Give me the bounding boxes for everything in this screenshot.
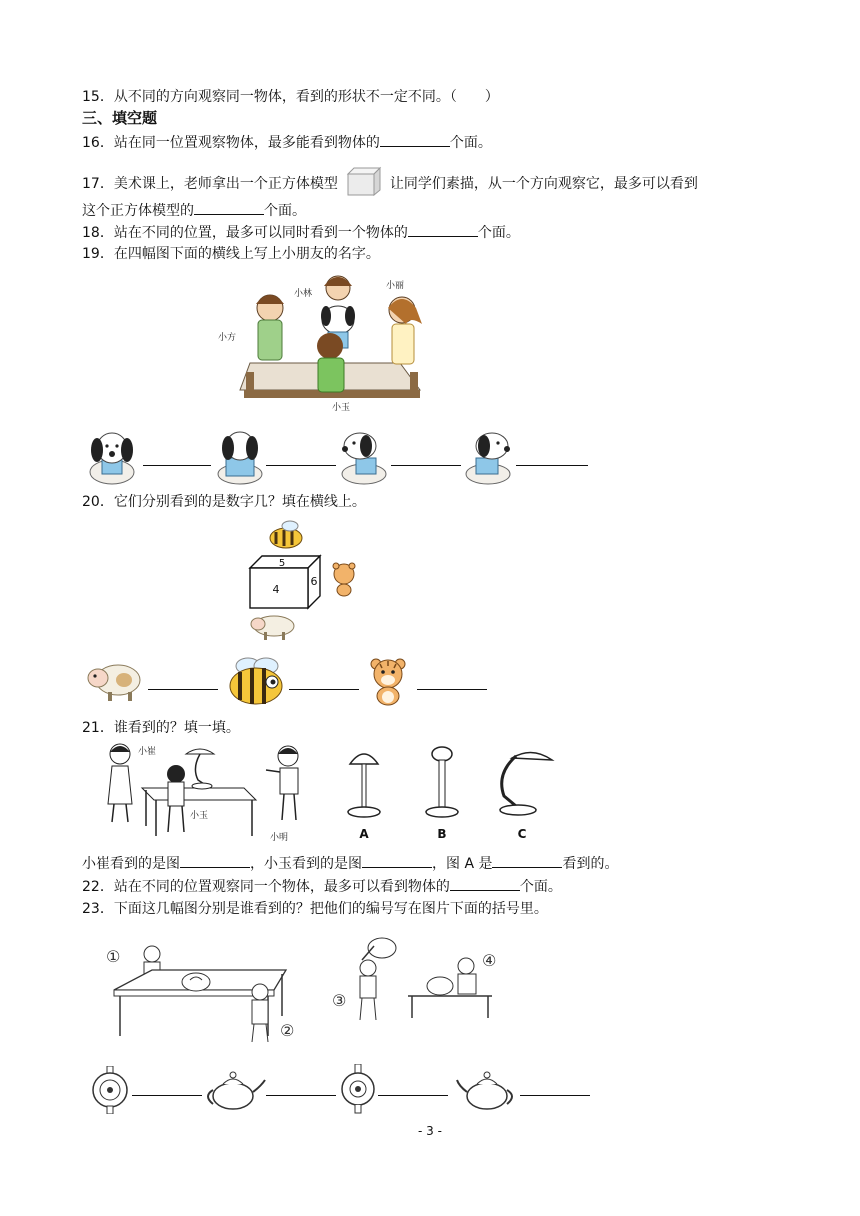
teapot-side-view-2 bbox=[455, 1064, 519, 1112]
lamp-option-c bbox=[492, 744, 556, 844]
answer-blank[interactable] bbox=[266, 465, 336, 466]
answer-blank[interactable] bbox=[362, 853, 432, 868]
question-21-answers: 小崔看到的是图 ，小玉看到的是图 ，图 A 是 看到的。 bbox=[82, 853, 618, 874]
question-17: 17．美术课上，老师拿出一个正方体模型 让同学们素描，从一个方向观察它，最多可以看到 bbox=[82, 166, 698, 202]
answer-blank[interactable] bbox=[516, 465, 588, 466]
label-xiaolin: 小林 bbox=[294, 289, 313, 299]
question-19: 19．在四幅图下面的横线上写上小朋友的名字。 bbox=[82, 246, 380, 262]
teapot-side-view-1 bbox=[203, 1066, 267, 1112]
answer-blank[interactable] bbox=[492, 853, 562, 868]
kids-and-lamp-illustration bbox=[100, 740, 320, 845]
label-xiaoming: 小明 bbox=[270, 833, 289, 843]
answer-blank[interactable] bbox=[266, 1095, 336, 1096]
kids-around-table-illustration bbox=[210, 268, 450, 416]
marker-2: ② bbox=[280, 1021, 295, 1040]
teapot-top-view-2 bbox=[338, 1064, 378, 1114]
answer-blank[interactable] bbox=[450, 876, 520, 891]
puppy-back-view bbox=[214, 428, 266, 486]
cube-front-number: 4 bbox=[272, 583, 280, 596]
teapot-top-view-1 bbox=[88, 1066, 132, 1114]
cube-model-image bbox=[346, 166, 382, 202]
answer-blank[interactable] bbox=[148, 689, 218, 690]
label-xiaoyu: 小玉 bbox=[332, 403, 351, 413]
lamp-option-a bbox=[344, 744, 384, 844]
section-title: 三、填空题 bbox=[82, 109, 158, 127]
label-xiaoyu-21: 小玉 bbox=[190, 811, 209, 821]
bee-image bbox=[226, 654, 286, 706]
question-21: 21．谁看到的？填一填。 bbox=[82, 720, 240, 736]
question-23: 23．下面这几幅图分别是谁看到的？把他们的编号写在图片下面的括号里。 bbox=[82, 901, 548, 917]
page-number: - 3 - bbox=[418, 1124, 442, 1138]
answer-blank[interactable] bbox=[180, 853, 250, 868]
answer-blank[interactable] bbox=[143, 465, 211, 466]
tiger-image bbox=[368, 656, 408, 706]
marker-4: ④ bbox=[482, 951, 497, 970]
answer-blank[interactable] bbox=[132, 1095, 202, 1096]
puppy-front-view bbox=[86, 428, 138, 486]
teapot-table-illustration bbox=[100, 936, 510, 1048]
option-b-label: B bbox=[437, 827, 447, 841]
answer-blank[interactable] bbox=[417, 689, 487, 690]
lamp-option-b bbox=[422, 744, 462, 844]
answer-blank[interactable] bbox=[380, 132, 450, 147]
answer-blank[interactable] bbox=[378, 1095, 448, 1096]
question-20: 20．它们分别看到的是数字几？填在横线上。 bbox=[82, 494, 366, 510]
marker-1: ① bbox=[106, 947, 121, 966]
question-15: 15．从不同的方向观察同一物体，看到的形状不一定不同。（ ） bbox=[82, 89, 499, 105]
option-a-label: A bbox=[359, 827, 369, 841]
label-xiaoli: 小丽 bbox=[386, 281, 405, 291]
cube-top-number: 5 bbox=[278, 558, 286, 569]
option-c-label: C bbox=[517, 827, 527, 841]
answer-blank[interactable] bbox=[289, 689, 359, 690]
answer-blank[interactable] bbox=[194, 200, 264, 215]
answer-blank[interactable] bbox=[520, 1095, 590, 1096]
answer-blank[interactable] bbox=[408, 222, 478, 237]
puppy-left-side-view bbox=[336, 428, 390, 486]
question-18: 18．站在不同的位置，最多可以同时看到一个物体的 个面。 bbox=[82, 222, 520, 243]
question-17-line2: 这个正方体模型的 个面。 bbox=[82, 200, 306, 221]
question-22: 22．站在不同的位置观察同一个物体，最多可以看到物体的 个面。 bbox=[82, 876, 562, 897]
label-xiaofang: 小方 bbox=[218, 333, 237, 343]
puppy-right-side-view bbox=[462, 428, 516, 486]
cube-with-animals-illustration bbox=[244, 520, 368, 644]
answer-blank[interactable] bbox=[391, 465, 461, 466]
question-16: 16．站在同一位置观察物体，最多能看到物体的 个面。 bbox=[82, 132, 492, 153]
cube-side-number: 6 bbox=[310, 575, 318, 588]
sheep-image bbox=[86, 658, 142, 704]
marker-3: ③ bbox=[332, 991, 347, 1010]
label-xiaocui: 小崔 bbox=[138, 747, 157, 757]
